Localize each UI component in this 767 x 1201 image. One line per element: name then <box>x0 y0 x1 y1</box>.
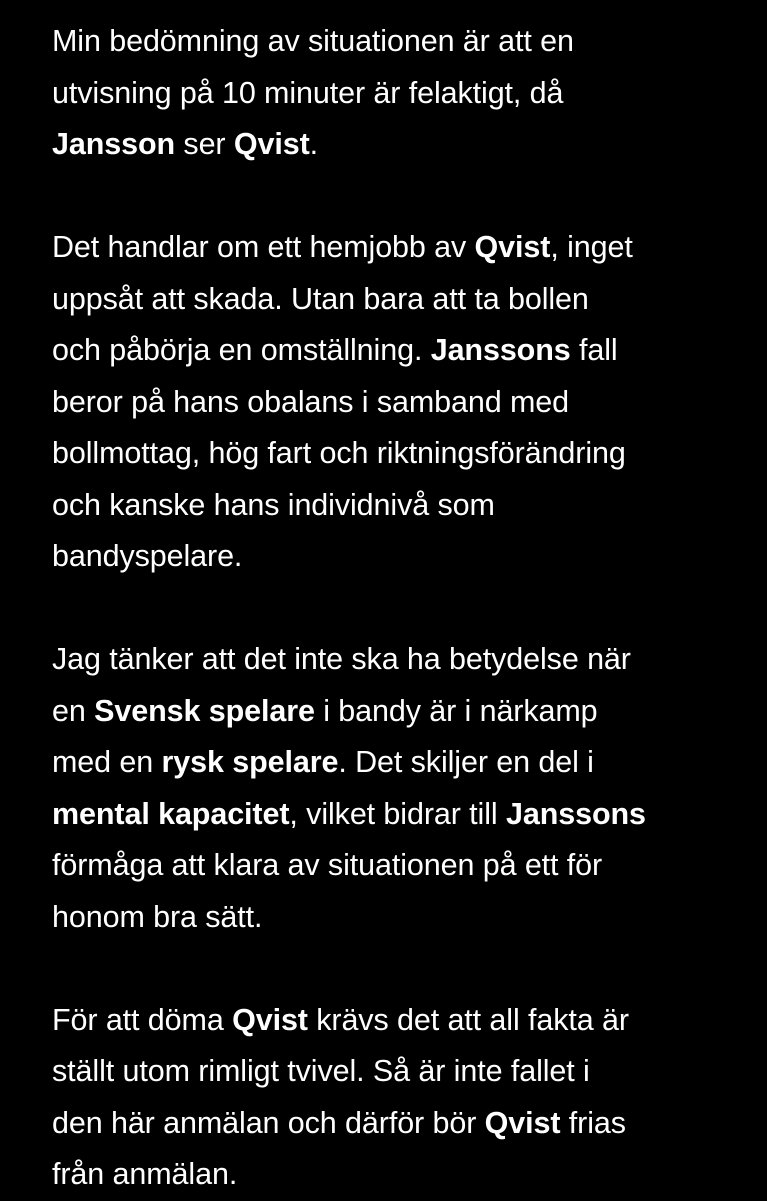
text-segment: en <box>52 693 95 728</box>
text-segment: i bandy är i närkamp <box>314 693 598 728</box>
text-line <box>52 274 742 326</box>
text-line <box>52 325 742 377</box>
text-segment: uppsåt att skada. Utan bara att ta bollen <box>52 281 589 316</box>
bold-text: mental kapacitet <box>52 796 290 831</box>
text-segment: , inget <box>550 230 633 264</box>
bold-text: Qvist <box>474 230 551 264</box>
bold-text: Svensk spelare <box>94 693 315 728</box>
text-segment: ser <box>175 127 234 161</box>
text-segment: För att döma <box>52 1002 233 1037</box>
text-segment: och kanske hans individnivå som <box>52 487 495 522</box>
text-segment: fall <box>570 333 618 367</box>
bold-text: rysk spelare <box>161 745 339 779</box>
statement-text <box>52 16 742 1201</box>
text-line <box>52 68 742 120</box>
text-segment: utvisning på 10 minuter är felaktigt, då <box>52 75 564 110</box>
text-segment: den här anmälan och därför bör <box>52 1105 485 1140</box>
text-line <box>52 428 742 480</box>
bold-text: Qvist <box>232 1002 308 1037</box>
paragraph-2 <box>52 222 742 583</box>
text-segment: beror på hans obalans i samband med <box>52 384 570 419</box>
text-segment: krävs det att all fakta är <box>307 1002 629 1037</box>
text-segment: honom bra sätt. <box>52 899 263 934</box>
text-line <box>52 995 742 1047</box>
bold-text: Qvist <box>233 127 310 161</box>
text-segment: . <box>309 127 319 161</box>
bold-text: Janssons <box>430 333 571 367</box>
text-line <box>52 634 742 686</box>
text-line <box>52 1098 742 1150</box>
bold-text: Janssons <box>505 796 646 831</box>
text-segment: ställt utom rimligt tvivel. Så är inte fallet i <box>52 1054 590 1088</box>
text-line <box>52 222 742 274</box>
paragraph-3 <box>52 634 742 943</box>
text-line <box>52 480 742 532</box>
text-segment: bandyspelare. <box>52 539 243 573</box>
bold-text: Qvist <box>484 1105 561 1140</box>
text-segment: frias <box>560 1105 626 1140</box>
text-segment: från anmälan. <box>52 1157 238 1191</box>
text-segment: , vilket bidrar till <box>289 796 506 831</box>
text-line <box>52 1149 742 1201</box>
text-line <box>52 892 742 944</box>
text-line <box>52 377 742 429</box>
text-segment: med en <box>52 745 162 779</box>
text-line <box>52 1046 742 1098</box>
text-line <box>52 840 742 892</box>
paragraph-4 <box>52 995 742 1201</box>
text-segment: förmåga att klara av situationen på ett för <box>52 848 603 882</box>
text-line <box>52 737 742 789</box>
text-line <box>52 16 742 68</box>
text-segment: Min bedömning av situationen är att en <box>52 24 574 58</box>
text-line <box>52 789 742 841</box>
text-segment: bollmottag, hög fart och riktningsförändring <box>52 436 626 470</box>
text-segment: Det handlar om ett hemjobb av <box>52 230 475 264</box>
text-segment: . Det skiljer en del i <box>338 745 594 779</box>
text-line <box>52 531 742 583</box>
text-segment: och påbörja en omställning. <box>52 333 431 367</box>
text-line <box>52 119 742 171</box>
text-line <box>52 686 742 738</box>
bold-text: Jansson <box>52 127 176 161</box>
text-segment: Jag tänker att det inte ska ha betydelse när <box>52 642 631 676</box>
paragraph-1 <box>52 16 742 171</box>
